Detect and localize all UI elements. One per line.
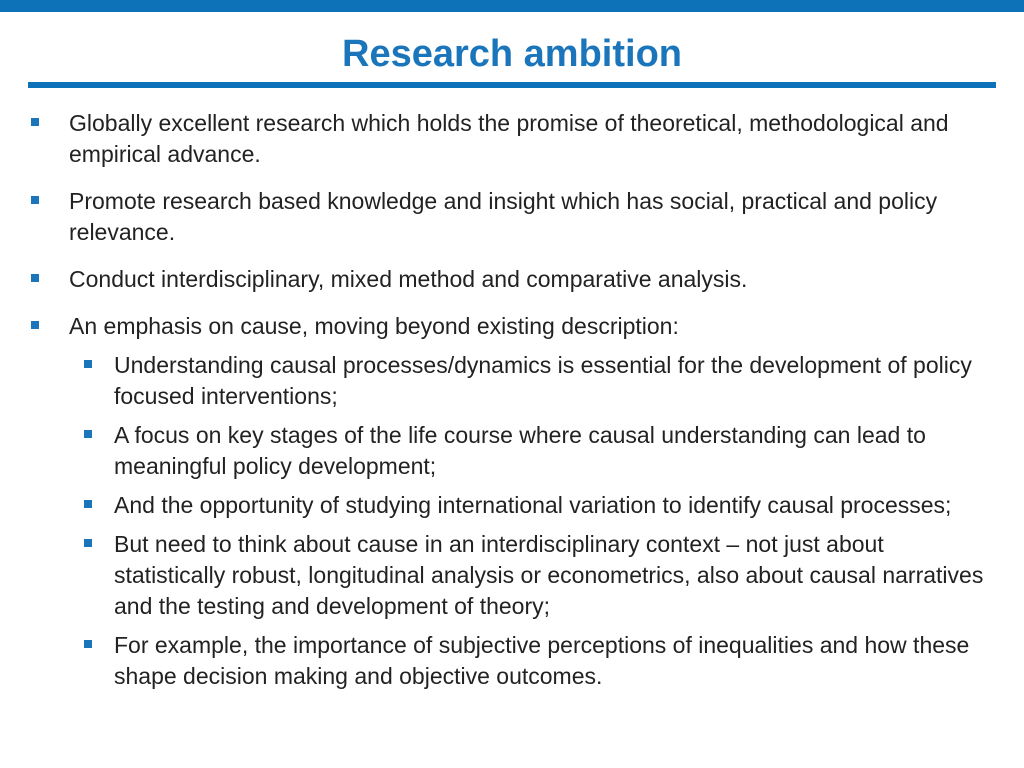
sub-bullet-text: And the opportunity of studying international variation to identify causal processes; [114,492,952,518]
bullet-text: Promote research based knowledge and insight which has social, practical and policy relevance. [69,188,938,245]
square-bullet-icon [84,640,92,648]
slide-title: Research ambition [342,33,682,75]
bullet-item [0,186,1024,248]
sub-bullet-list [69,350,984,692]
sub-bullet-item [69,529,984,622]
bullet-item [0,264,1024,295]
square-bullet-icon [31,196,39,204]
square-bullet-icon [31,118,39,126]
bullet-item [0,311,1024,692]
sub-bullet-text: Understanding causal processes/dynamics is essential for the development of policy focused interventions; [114,352,972,409]
sub-bullet-item [69,490,984,521]
sub-bullet-item [69,350,984,412]
square-bullet-icon [31,274,39,282]
bullet-text: Conduct interdisciplinary, mixed method and comparative analysis. [69,266,748,292]
sub-bullet-item [69,630,984,692]
bullet-text: An emphasis on cause, moving beyond existing description: [69,313,679,339]
square-bullet-icon [84,539,92,547]
sub-bullet-text: A focus on key stages of the life course where causal understanding can lead to meaningful policy development; [114,422,926,479]
top-accent-band [0,0,1024,12]
title-underline-rule [28,82,996,88]
square-bullet-icon [84,360,92,368]
sub-bullet-text: But need to think about cause in an interdisciplinary context – not just about statistically robust, longitudinal analysis or econometrics, also about causal narratives and the testing and development of theory; [114,531,984,619]
bullet-text: Globally excellent research which holds the promise of theoretical, methodological and empirical advance. [69,110,949,167]
bullet-list [0,108,1024,692]
slide-body [0,108,1024,700]
bullet-item [0,108,1024,170]
square-bullet-icon [84,500,92,508]
sub-bullet-text: For example, the importance of subjective perceptions of inequalities and how these shape decision making and objective outcomes. [114,632,970,689]
square-bullet-icon [84,430,92,438]
sub-bullet-item [69,420,984,482]
square-bullet-icon [31,321,39,329]
